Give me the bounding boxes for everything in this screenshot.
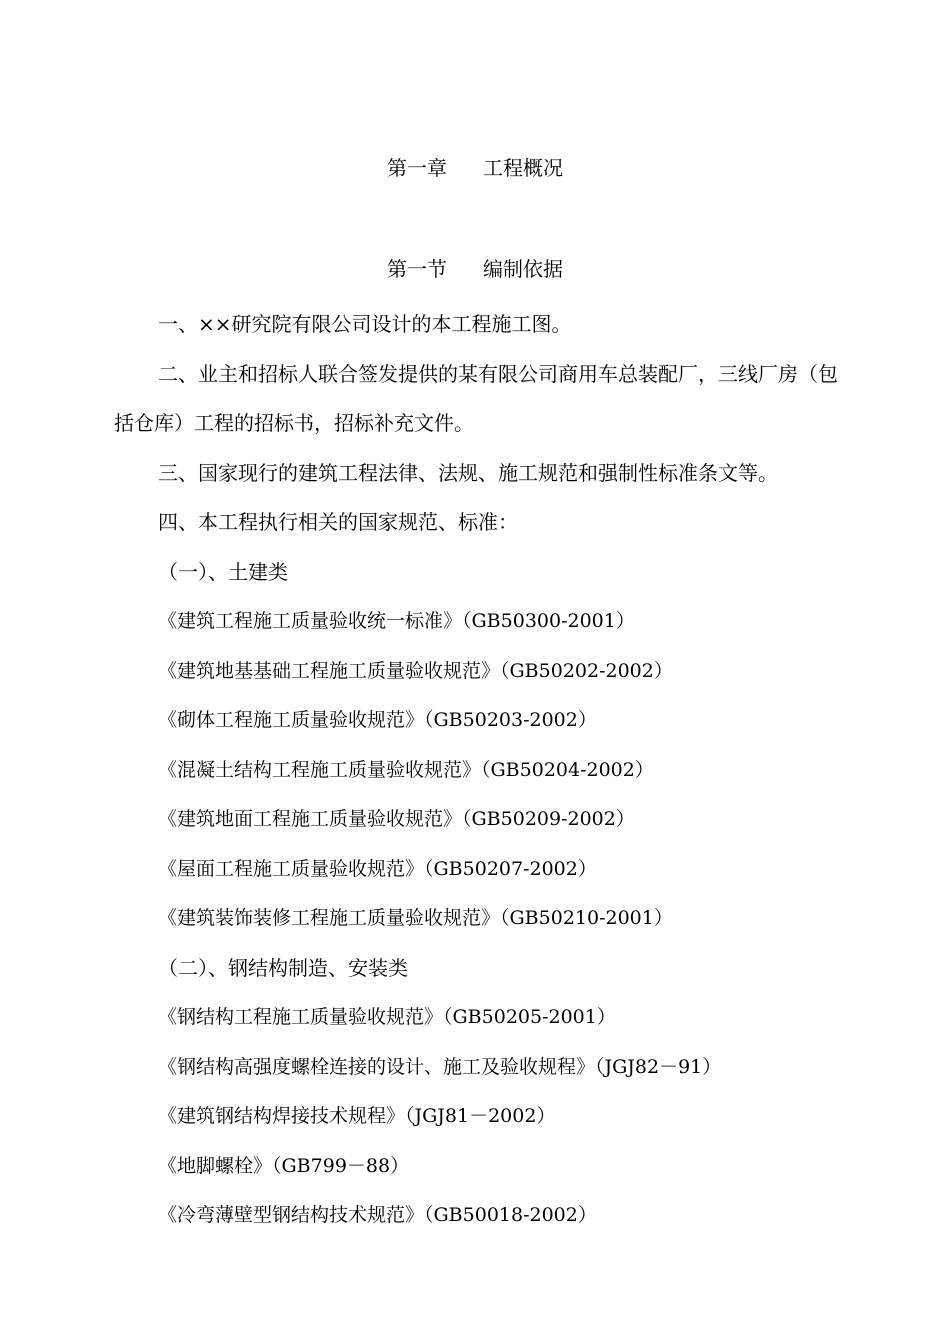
standard-item: 《地脚螺栓》（GB799－88） (158, 1154, 410, 1177)
group-heading-steel: （二）、钢结构制造、安装类 (158, 955, 408, 980)
section-number: 第一节 (387, 257, 447, 281)
standard-item: 《钢结构高强度螺栓连接的设计、施工及验收规程》（JGJ82－91） (158, 1055, 722, 1078)
standard-item: 《建筑地基基础工程施工质量验收规范》（GB50202-2002） (158, 659, 673, 682)
standard-item: 《混凝土结构工程施工质量验收规范》（GB50204-2002） (158, 758, 654, 781)
body-text (114, 300, 854, 1241)
section-title (0, 253, 950, 285)
paragraph-basis-2: 二、业主和招标人联合签发提供的某有限公司商用车总装配厂，三线厂房（包括仓库）工程的招标书，招标补充文件。 (114, 361, 838, 435)
standard-item: 《钢结构工程施工质量验收规范》（GB50205-2001） (158, 1006, 616, 1028)
paragraph-basis-4: 四、本工程执行相关的国家规范、标准： (158, 510, 518, 534)
standard-item: 《砌体工程施工质量验收规范》（GB50203-2002） (158, 709, 597, 731)
chapter-number: 第一章 (387, 156, 447, 180)
paragraph-basis-1: 一、××研究院有限公司设计的本工程施工图。 (158, 312, 572, 336)
standard-item: 《建筑工程施工质量验收统一标准》（GB50300-2001） (158, 610, 635, 632)
paragraph-basis-3: 三、国家现行的建筑工程法律、法规、施工规范和强制性标准条文等。 (158, 460, 778, 485)
chapter-name: 工程概况 (483, 156, 563, 180)
standard-item: 《屋面工程施工质量验收规范》（GB50207-2002） (158, 857, 597, 880)
chapter-title (0, 152, 950, 184)
section-name: 编制依据 (483, 257, 563, 281)
standard-item: 《冷弯薄壁型钢结构技术规范》（GB50018-2002） (158, 1204, 597, 1226)
standard-item: 《建筑装饰装修工程施工质量验收规范》（GB50210-2001） (158, 907, 673, 929)
standard-item: 《建筑地面工程施工质量验收规范》（GB50209-2002） (158, 808, 635, 830)
standard-item: 《建筑钢结构焊接技术规程》（JGJ81－2002） (158, 1105, 556, 1127)
group-heading-civil: （一）、土建类 (158, 559, 288, 584)
